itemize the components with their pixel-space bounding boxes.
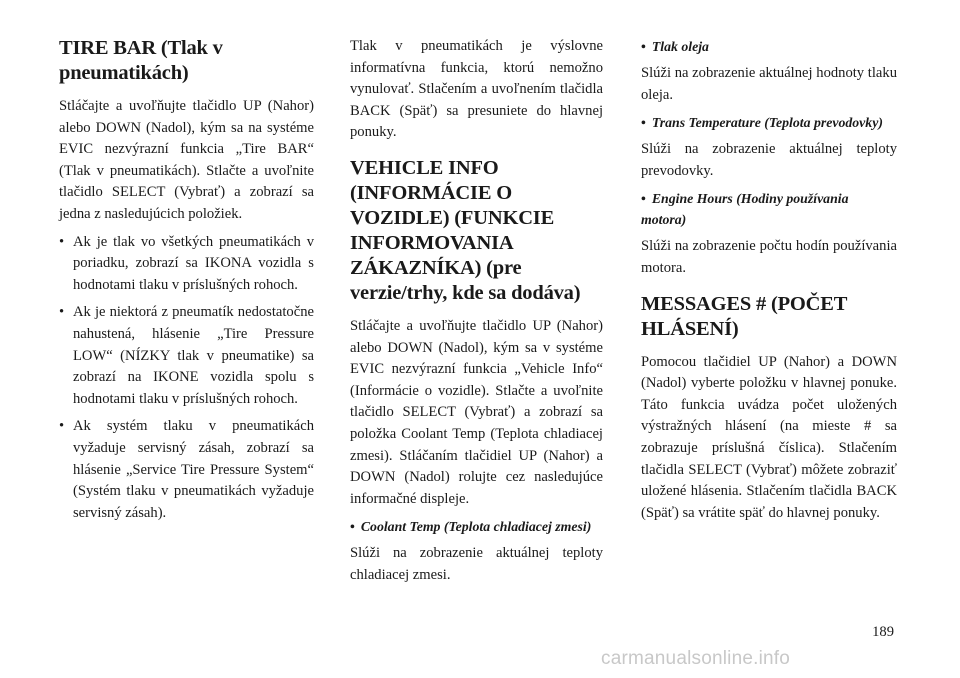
column-right bbox=[641, 36, 897, 530]
paragraph-oil-pressure: Slúži na zobrazenie aktuálnej hodnoty tlaku oleja. bbox=[641, 65, 897, 103]
list-item: • Ak je niektorá z pneumatík nedostatočne nahustená, hlásenie „Tire Pressure LOW“ (NÍZKY tlak v pneumatike) sa zobrazí na IKONE vozidla spolu s hodnotami tlaku v príslušných rohoch. bbox=[59, 304, 314, 407]
bullet-icon: • bbox=[641, 115, 646, 131]
bullet-icon: • bbox=[350, 519, 355, 535]
paragraph-messages: Pomocou tlačidiel UP (Nahor) a DOWN (Nadol) vyberte položku v hlavnej ponuke. Táto funkcia uvádza počet uložených výstražných hlásení (na mieste # sa zobrazuje príslušná číslica). Stlačením tlačidla SELECT (Vybrať) môžete zobraziť uložené hlásenia. Stlačením tlačidla BACK (Späť) sa vrátite späť do hlavnej ponuky. bbox=[641, 353, 897, 521]
section-heading-messages: MESSAGES # (POČET HLÁSENÍ) bbox=[641, 292, 847, 340]
bullet-icon: • bbox=[641, 39, 646, 54]
paragraph-coolant-temp: Slúži na zobrazenie aktuálnej teploty chladiacej zmesi. bbox=[350, 545, 603, 583]
section-heading-vehicle-info: VEHICLE INFO (INFORMÁCIE O VOZIDLE) (FUNKCIE INFORMOVANIA ZÁKAZNÍKA) (pre verzie/trhy, kde sa dodáva) bbox=[350, 156, 581, 304]
bullet-icon: • bbox=[59, 304, 65, 321]
subheading-trans-temperature: • Trans Temperature (Teplota prevodovky) bbox=[641, 115, 883, 131]
bullet-list-tire-bar bbox=[59, 232, 314, 525]
column-left bbox=[59, 36, 314, 530]
subheading-coolant-temp: • Coolant Temp (Teplota chladiacej zmesi) bbox=[350, 519, 592, 535]
paragraph-tire-bar-intro: Stláčajte a uvoľňujte tlačidlo UP (Nahor) alebo DOWN (Nadol), kým sa na systéme EVIC nezvýrazní funkcia „Tire BAR“ (Tlak v pneumatikách). Stlačte a uvoľnite tlačidlo SELECT (Vybrať) a zobrazí sa jedna z nasledujúcich položiek. bbox=[59, 98, 314, 222]
subheading-oil-pressure: • Tlak oleja bbox=[641, 39, 709, 54]
paragraph-vehicle-info: Stláčajte a uvoľňujte tlačidlo UP (Nahor) alebo DOWN (Nadol), kým sa v systéme EVIC nezvýrazní funkcia „Vehicle Info“ (Informácie o vozidle). Stlačte a uvoľnite tlačidlo SELECT (Vybrať) a zobrazí sa položka Coolant Temp (Teplota chladiacej zmesi). Stláčaním tlačidiel UP (Nahor) a DOWN (Nadol) rolujte cez nasledujúce informačné displeje. bbox=[350, 317, 603, 507]
bullet-icon: • bbox=[641, 191, 646, 207]
subheading-engine-hours: • Engine Hours (Hodiny používania motora) bbox=[641, 191, 849, 228]
bullet-icon: • bbox=[59, 418, 65, 435]
bullet-icon: • bbox=[59, 233, 65, 250]
paragraph-engine-hours: Slúži na zobrazenie počtu hodín používania motora. bbox=[641, 238, 897, 276]
paragraph-trans-temperature: Slúži na zobrazenie aktuálnej teploty prevodovky. bbox=[641, 141, 897, 179]
watermark: carmanualsonline.info bbox=[601, 648, 791, 669]
list-item: • Ak systém tlaku v pneumatikách vyžaduje servisný zásah, zobrazí sa hlásenie „Service Tire Pressure System“ (Systém tlaku v pneumatikách vyžaduje servisný zásah). bbox=[59, 418, 314, 521]
page-number: 189 bbox=[872, 624, 894, 640]
column-middle bbox=[350, 36, 603, 593]
section-heading-tire-bar: TIRE BAR (Tlak v pneumatikách) bbox=[59, 37, 223, 84]
paragraph-tire-pressure-info: Tlak v pneumatikách je výslovne informatívna funkcia, ktorú nemožno vynulovať. Stlačením a uvoľnením tlačidla BACK (Späť) sa presuniete do hlavnej ponuky. bbox=[350, 38, 603, 141]
list-item: • Ak je tlak vo všetkých pneumatikách v poriadku, zobrazí sa IKONA vozidla s hodnotami tlaku v príslušných rohoch. bbox=[59, 233, 314, 293]
